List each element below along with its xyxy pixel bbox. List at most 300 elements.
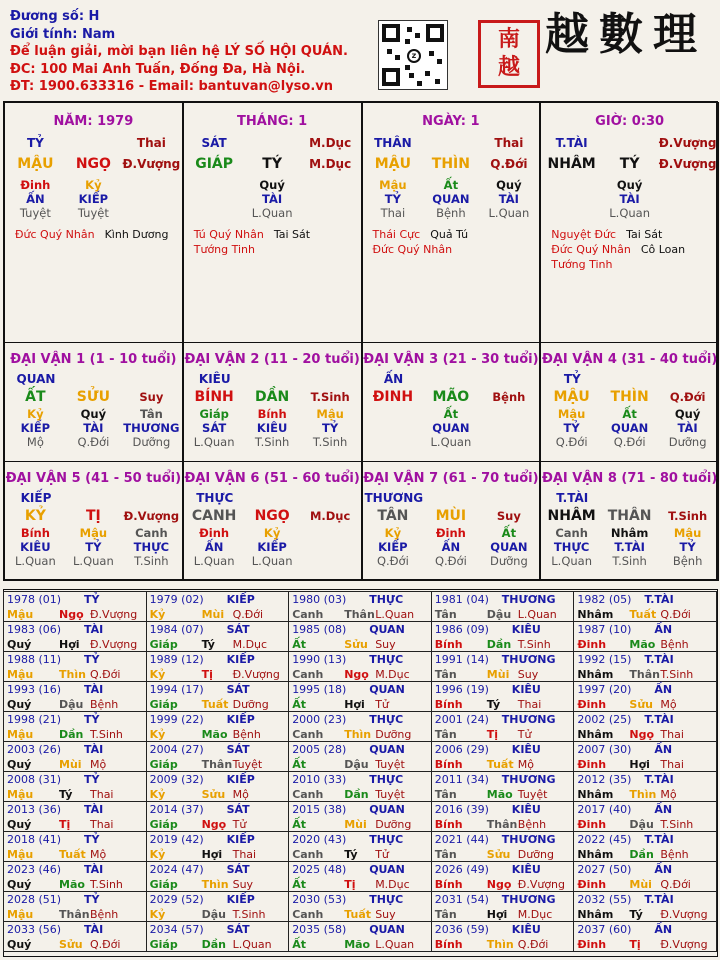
dai-van-hidden-god-item: KIẾP xyxy=(378,540,408,554)
pillar-hidden-item xyxy=(659,178,717,192)
pillar-hidden xyxy=(184,178,361,192)
year-branch: Tuất xyxy=(59,848,86,861)
dai-van-hidden-god-item: TÀI xyxy=(83,421,104,435)
star-line xyxy=(194,242,310,257)
contact-line: Để luận giải, mời bạn liên hệ LÝ SỐ HỘI QUÁN. xyxy=(10,44,348,59)
year-branch: Mão xyxy=(344,938,371,951)
dai-van-stage-item: L.Quan xyxy=(430,435,472,449)
year-stem: Ất xyxy=(292,938,306,951)
dai-van-stem-branch-item: THÂN xyxy=(607,508,652,524)
year-stem: Quý xyxy=(7,878,32,891)
year-label: 2030 (53) xyxy=(292,893,347,906)
year-label: 1997 (20) xyxy=(577,683,632,696)
year-stage: L.Quan xyxy=(517,608,557,621)
year-god: T.TÀI xyxy=(644,653,674,666)
year-cell xyxy=(573,831,717,862)
dai-van-hidden-god-item xyxy=(364,421,422,435)
year-stem: Ất xyxy=(292,698,306,711)
year-cell xyxy=(573,711,717,742)
pillar-title: NĂM: 1979 xyxy=(53,114,134,129)
year-branch: Mùi xyxy=(344,818,367,831)
dai-van-5 xyxy=(4,461,183,581)
year-branch: Dậu xyxy=(59,698,84,711)
year-branch: Sửu xyxy=(344,638,368,651)
year-label: 2020 (43) xyxy=(292,833,347,846)
year-branch: Dần xyxy=(201,938,226,951)
dai-van-god-item xyxy=(481,371,539,387)
dai-van-stem-branch xyxy=(541,387,718,407)
year-god: KIẾP xyxy=(226,593,255,606)
year-label: 1986 (09) xyxy=(434,623,489,636)
dai-van-god-item xyxy=(302,490,360,506)
dai-van-title: ĐẠI VẬN 2 (11 - 20 tuổi) xyxy=(184,352,360,367)
dai-van-6 xyxy=(183,461,362,581)
pillar-stem-branch-item: M.Dục xyxy=(309,157,352,171)
dai-van-hidden-item: Quý xyxy=(80,407,107,421)
year-god: ẤN xyxy=(654,803,673,816)
year-stage: Tử xyxy=(375,848,389,861)
year-label: 2028 (51) xyxy=(7,893,62,906)
year-stage: Bệnh xyxy=(232,728,261,741)
dai-van-god-item xyxy=(659,371,717,387)
year-branch: Tị xyxy=(629,938,641,951)
dai-van-stem-branch-item: ẤT xyxy=(25,389,46,405)
year-cell xyxy=(573,891,717,922)
year-cell xyxy=(431,591,575,622)
year-branch: Ngọ xyxy=(629,728,655,741)
year-stem: Kỷ xyxy=(149,908,166,921)
dai-van-stem-branch xyxy=(184,387,361,407)
star-good: Đức Quý Nhân xyxy=(372,243,453,256)
dai-van-stage xyxy=(5,554,182,568)
pillar-stem-branch-item: NGỌ xyxy=(75,156,111,172)
dai-van-stage-item: L.Quan xyxy=(193,554,235,568)
star-line xyxy=(551,242,685,257)
year-branch: Tý xyxy=(201,638,215,651)
year-god: ẤN xyxy=(654,923,673,936)
pillar-top-item xyxy=(64,135,122,151)
year-god: TÀI xyxy=(84,623,104,636)
pillar-stars xyxy=(194,227,310,257)
pillar-stem-branch-item: MẬU xyxy=(374,156,411,172)
year-god: THƯƠNG xyxy=(501,653,556,666)
year-branch: Hợi xyxy=(486,908,508,921)
year-stem: Tân xyxy=(434,788,457,801)
year-god: KIÊU xyxy=(511,803,541,816)
dai-van-hidden-item: Canh xyxy=(135,526,168,540)
year-stem: Ất xyxy=(292,818,306,831)
year-god: TÀI xyxy=(84,683,104,696)
year-cell xyxy=(146,771,290,802)
dai-van-god-item xyxy=(302,371,360,387)
year-god: KIÊU xyxy=(511,743,541,756)
year-label: 2005 (28) xyxy=(292,743,347,756)
year-stage: Bệnh xyxy=(517,818,547,831)
year-stem: Canh xyxy=(292,788,324,801)
year-stem: Nhâm xyxy=(577,608,614,621)
year-stem: Tân xyxy=(434,668,457,681)
year-stage: M.Dục xyxy=(517,908,553,921)
star-line xyxy=(551,257,685,272)
dai-van-stem-branch-item: TÂN xyxy=(377,508,409,524)
year-stem: Giáp xyxy=(149,938,178,951)
year-label: 1999 (22) xyxy=(149,713,204,726)
pillar-title: GIỜ: 0:30 xyxy=(595,114,665,129)
year-stage: Thai xyxy=(232,848,257,861)
star-bad: Tai Sát xyxy=(626,228,663,241)
year-stage: Suy xyxy=(375,908,396,921)
pillar-stem-branch-item: MẬU xyxy=(17,156,54,172)
year-stage: Bệnh xyxy=(90,698,119,711)
pillar-stage xyxy=(5,206,182,220)
year-stage: T.Sinh xyxy=(232,908,266,921)
dai-van-hidden-god xyxy=(363,421,540,435)
star-good: Tú Quý Nhân xyxy=(193,228,264,241)
year-stage: Thai xyxy=(90,788,114,801)
year-cell xyxy=(573,621,717,652)
pillar-hidden-god-item: TÀI xyxy=(498,192,519,206)
year-cell xyxy=(146,861,290,892)
pillar-top-item xyxy=(422,135,480,151)
dai-van-stage-item: Q.Đới xyxy=(77,435,110,449)
year-label: 2000 (23) xyxy=(292,713,347,726)
year-stem: Quý xyxy=(7,758,32,771)
pillar-hidden-god xyxy=(363,192,540,206)
year-stem: Canh xyxy=(292,728,324,741)
year-stage: Tuyệt xyxy=(375,788,405,801)
dai-van-hidden xyxy=(363,526,540,540)
year-cell xyxy=(146,921,290,952)
dai-van-stem-branch xyxy=(184,506,361,526)
year-branch: Sửu xyxy=(486,848,511,861)
year-label: 2036 (59) xyxy=(434,923,489,936)
dai-van-stage-item: Q.Đới xyxy=(613,435,646,449)
phone-email-line: ĐT: 1900.633316 - Email: bantuvan@lyso.vn xyxy=(10,79,334,94)
year-god: TỶ xyxy=(84,593,100,606)
year-branch: Mùi xyxy=(629,878,652,891)
year-branch: Tị xyxy=(486,728,499,741)
year-label: 2002 (25) xyxy=(577,713,632,726)
year-god: SÁT xyxy=(226,623,250,636)
year-branch: Ngọ xyxy=(486,878,512,891)
year-god: THỰC xyxy=(369,833,404,846)
dai-van-stage-item: T.Sinh xyxy=(254,435,290,449)
address-line: ĐC: 100 Mai Anh Tuấn, Đống Đa, Hà Nội. xyxy=(10,61,306,77)
year-stem: Bính xyxy=(434,818,463,831)
dai-van-hidden-god-item xyxy=(480,421,538,435)
pillar-stem-branch xyxy=(5,154,182,174)
pillar-hidden xyxy=(363,178,540,192)
year-label: 2013 (36) xyxy=(7,803,62,816)
year-branch: Tuất xyxy=(629,608,657,621)
star-good: Thái Cực xyxy=(372,228,421,241)
year-label: 1993 (16) xyxy=(7,683,62,696)
star-line xyxy=(551,227,685,242)
year-stem: Bính xyxy=(434,758,463,771)
year-stage: Tử xyxy=(517,728,532,741)
pillar-hidden-god-item: TÀI xyxy=(262,192,283,206)
year-label: 2003 (26) xyxy=(7,743,62,756)
year-god: THỰC xyxy=(369,773,404,786)
pillar-stage-item: Tuyệt xyxy=(77,206,109,220)
dai-van-hidden xyxy=(5,526,182,540)
dai-van-stage-item xyxy=(301,554,359,568)
pillar-stem-branch-item: NHÂM xyxy=(547,156,596,172)
year-god: TÀI xyxy=(84,743,104,756)
dai-van-god-item xyxy=(423,490,481,506)
dai-van-hidden-god-item: TỶ xyxy=(563,421,580,435)
year-cell xyxy=(3,711,147,742)
pillar-top-item: Đ.Vượng xyxy=(658,136,717,150)
year-cell xyxy=(146,741,290,772)
year-branch: Tuất xyxy=(344,908,371,921)
pillar-hidden-god-item xyxy=(659,192,717,206)
dai-van-stem-branch-item: Q.Đới xyxy=(669,390,706,404)
dai-van-god xyxy=(541,490,718,506)
year-cell xyxy=(146,831,290,862)
pillar-4 xyxy=(540,102,719,343)
year-branch: Tý xyxy=(59,788,73,801)
year-branch: Mùi xyxy=(486,668,510,681)
dai-van-hidden-item: Kỷ xyxy=(263,526,281,540)
dai-van-god-item xyxy=(244,490,302,506)
dai-van-stage-item: Bệnh xyxy=(672,554,703,568)
dai-van-hidden xyxy=(363,407,540,421)
star-line xyxy=(15,227,168,242)
dai-van-7 xyxy=(362,461,541,581)
year-branch: Tý xyxy=(344,848,358,861)
year-label: 1987 (10) xyxy=(577,623,632,636)
dai-van-hidden xyxy=(541,526,718,540)
pillar-hidden-item: Quý xyxy=(616,178,643,192)
dai-van-hidden-item: Canh xyxy=(555,526,588,540)
year-cell xyxy=(288,831,432,862)
dai-van-stem-branch-item: MÙI xyxy=(435,508,467,524)
pillar-stage-item: Tuyệt xyxy=(19,206,51,220)
pillar-stem-branch-item: Đ.Vượng xyxy=(122,157,181,171)
year-god: KIẾP xyxy=(226,713,255,726)
year-cell xyxy=(146,891,290,922)
dai-van-stem-branch-item: Suy xyxy=(139,390,164,404)
dai-van-stage xyxy=(363,554,540,568)
dai-van-hidden-god xyxy=(184,421,361,435)
annual-luck-table xyxy=(3,589,718,957)
pillar-stem-branch-item: TÝ xyxy=(262,156,282,172)
year-stage: Bệnh xyxy=(660,638,689,651)
dai-van-stage-item: T.Sinh xyxy=(612,554,647,568)
year-stem: Mậu xyxy=(7,848,34,861)
year-cell xyxy=(3,801,147,832)
pillar-top-item: Thai xyxy=(494,136,524,150)
pillar-hidden-item: Đinh xyxy=(20,178,51,192)
pillar-hidden-item: Quý xyxy=(496,178,522,192)
year-label: 2006 (29) xyxy=(434,743,489,756)
chart-grid xyxy=(3,101,718,581)
pillar-stage-item xyxy=(659,206,717,220)
year-branch: Dậu xyxy=(486,608,512,621)
year-label: 2014 (37) xyxy=(149,803,204,816)
dai-van-hidden xyxy=(184,526,361,540)
year-stage: T.Sinh xyxy=(660,818,694,831)
year-label: 2031 (54) xyxy=(434,893,489,906)
year-god: TÀI xyxy=(84,923,104,936)
year-god: THƯƠNG xyxy=(501,893,556,906)
dai-van-stage-item: Dưỡng xyxy=(668,435,707,449)
dai-van-god-item: ẤN xyxy=(383,372,404,386)
dai-van-stem-branch-item: KỶ xyxy=(24,508,46,524)
year-god: QUAN xyxy=(369,803,405,816)
year-stem: Quý xyxy=(7,698,32,711)
year-stage: Q.Đới xyxy=(90,938,121,951)
star-bad: Quả Tú xyxy=(430,228,469,241)
star-good: Tướng Tinh xyxy=(551,258,613,271)
dai-van-god-item xyxy=(65,490,123,506)
year-stage: Dưỡng xyxy=(375,728,412,741)
dai-van-stem-branch xyxy=(5,387,182,407)
year-label: 2026 (49) xyxy=(434,863,489,876)
year-stage: Thai xyxy=(660,728,684,741)
year-branch: Dần xyxy=(59,728,84,741)
pillar-stage-item: Thai xyxy=(380,206,406,220)
year-cell xyxy=(288,801,432,832)
dai-van-stem-branch-item: SỬU xyxy=(76,389,110,405)
dai-van-hidden-god xyxy=(541,540,718,554)
year-stem: Quý xyxy=(7,638,32,651)
year-stage: L.Quan xyxy=(375,608,415,621)
year-stem: Kỷ xyxy=(149,788,166,801)
year-god: KIẾP xyxy=(226,833,255,846)
year-stem: Đinh xyxy=(577,818,607,831)
year-stage: Q.Đới xyxy=(660,608,691,621)
year-stage: Mộ xyxy=(90,848,107,861)
year-label: 1998 (21) xyxy=(7,713,62,726)
year-label: 1990 (13) xyxy=(292,653,347,666)
year-cell xyxy=(431,771,575,802)
dai-van-stage-item: Q.Đới xyxy=(555,435,588,449)
year-stage: T.Sinh xyxy=(90,878,123,891)
year-label: 2007 (30) xyxy=(577,743,632,756)
year-stem: Mậu xyxy=(7,908,34,921)
year-stem: Giáp xyxy=(149,698,178,711)
year-stem: Nhâm xyxy=(577,788,614,801)
pillar-top-item xyxy=(243,135,301,151)
year-cell xyxy=(3,861,147,892)
year-cell xyxy=(3,891,147,922)
year-cell xyxy=(146,591,290,622)
year-stage: Tuyệt xyxy=(375,758,405,771)
pillar-hidden-god-item: KIẾP xyxy=(78,192,109,206)
year-branch: Tý xyxy=(629,908,643,921)
dai-van-stage-item: T.Sinh xyxy=(312,435,348,449)
dai-van-hidden-item: Mậu xyxy=(79,526,108,540)
pillar-hidden-item: Quý xyxy=(259,178,285,192)
pillar-top-item: SÁT xyxy=(201,136,227,150)
dai-van-hidden-god-item: THƯƠNG xyxy=(123,421,180,435)
year-label: 2004 (27) xyxy=(149,743,204,756)
year-label: 1996 (19) xyxy=(434,683,489,696)
dai-van-hidden-god xyxy=(184,540,361,554)
year-stage: Suy xyxy=(232,878,254,891)
star-line xyxy=(373,227,469,242)
year-stem: Giáp xyxy=(149,878,178,891)
pillar-top xyxy=(5,135,182,151)
dai-van-title: ĐẠI VẬN 5 (41 - 50 tuổi) xyxy=(5,471,182,486)
year-god: THỰC xyxy=(369,893,404,906)
dai-van-stage-item: L.Quan xyxy=(73,554,114,568)
pillar-hidden-god-item xyxy=(543,192,601,206)
year-stage: Thai xyxy=(660,758,684,771)
pillar-stage-item: L.Quan xyxy=(609,206,650,220)
year-stem: Đinh xyxy=(577,638,607,651)
year-stage: Mộ xyxy=(660,788,677,801)
year-cell xyxy=(3,651,147,682)
year-stage: T.Sinh xyxy=(660,668,694,681)
year-label: 2009 (32) xyxy=(149,773,204,786)
year-branch: Dậu xyxy=(344,758,369,771)
pillar-stage xyxy=(541,206,718,220)
year-label: 2022 (45) xyxy=(577,833,632,846)
year-stem: Ất xyxy=(292,758,306,771)
year-stage: Tử xyxy=(375,698,389,711)
year-god: QUAN xyxy=(369,923,405,936)
year-label: 1995 (18) xyxy=(292,683,347,696)
dai-van-stem-branch-item: TỊ xyxy=(85,508,101,524)
dai-van-hidden-god-item: THỰC xyxy=(553,540,590,554)
year-branch: Tuất xyxy=(486,758,514,771)
year-god: SÁT xyxy=(226,863,250,876)
year-cell xyxy=(3,771,147,802)
year-god: THỰC xyxy=(369,593,404,606)
dai-van-stem-branch-item: THÌN xyxy=(610,389,649,405)
year-branch: Sửu xyxy=(629,698,653,711)
dai-van-stem-branch-item: MẬU xyxy=(553,389,590,405)
dai-van-hidden-god-item: T.TÀI xyxy=(614,540,645,554)
pillar-top-item: Thai xyxy=(136,136,166,150)
pillar-top-item: THÂN xyxy=(374,136,412,150)
year-god: SÁT xyxy=(226,743,250,756)
dai-van-god-item xyxy=(601,490,659,506)
year-stem: Giáp xyxy=(149,758,178,771)
dai-van-hidden-god-item: KIẾP xyxy=(20,421,51,435)
year-label: 2021 (44) xyxy=(434,833,489,846)
year-branch: Tị xyxy=(201,668,213,681)
pillar-hidden-item: Kỷ xyxy=(85,178,102,192)
year-god: THỰC xyxy=(369,713,404,726)
year-stem: Tân xyxy=(434,908,457,921)
dai-van-stage-item: L.Quan xyxy=(15,554,56,568)
dai-van-stem-branch xyxy=(5,506,182,526)
year-cell xyxy=(3,831,147,862)
dai-van-hidden-god-item xyxy=(301,540,359,554)
year-label: 2037 (60) xyxy=(577,923,632,936)
year-stage: Tử xyxy=(232,818,247,831)
dai-van-stem-branch xyxy=(541,506,718,526)
year-cell xyxy=(288,621,432,652)
pillar-hidden-god xyxy=(5,192,182,206)
year-branch: Ngọ xyxy=(201,818,227,831)
year-cell xyxy=(146,711,290,742)
year-stem: Tân xyxy=(434,728,457,741)
pillar-hidden xyxy=(541,178,718,192)
year-god: ẤN xyxy=(654,623,673,636)
dai-van-hidden-god-item: SÁT xyxy=(202,421,227,435)
dai-van-stage-item: T.Sinh xyxy=(134,554,169,568)
dai-van-hidden-item: Đinh xyxy=(199,526,230,540)
year-cell xyxy=(288,591,432,622)
year-stage: Mộ xyxy=(232,788,249,801)
year-god: QUAN xyxy=(369,623,405,636)
dai-van-stem-branch-item: BÍNH xyxy=(194,389,234,405)
